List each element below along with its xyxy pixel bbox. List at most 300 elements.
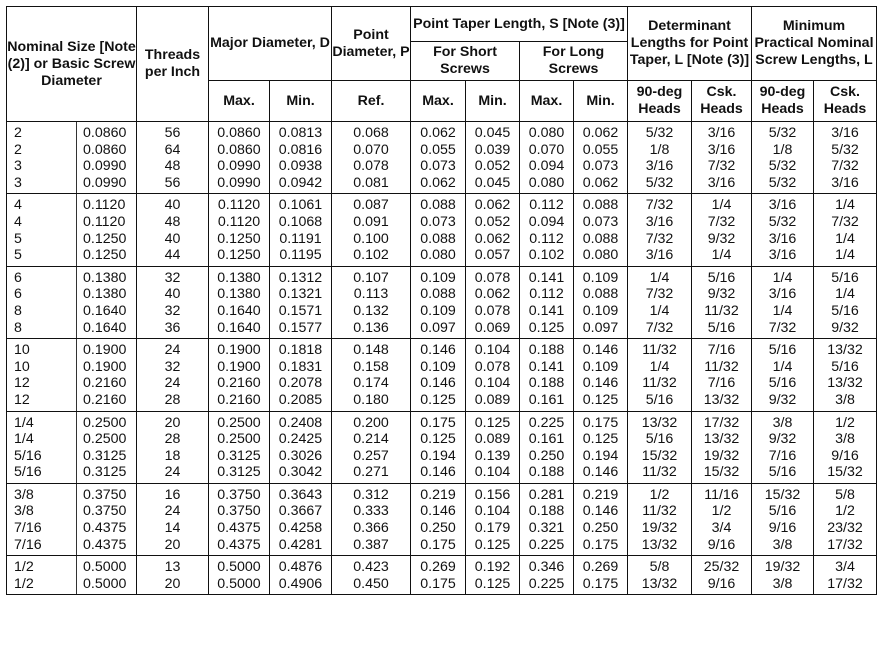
- cell-value: 1/4: [772, 302, 793, 319]
- min-length-csk-cell: [814, 339, 877, 411]
- cell-value: 0.146: [582, 503, 619, 520]
- cell-value: 0.146: [582, 342, 619, 359]
- cell-value: 0.4375: [83, 536, 127, 553]
- long-screw-taper-min-cell: [574, 339, 628, 411]
- short-screw-taper-max-cell: [411, 483, 466, 555]
- cell-value: 3/8: [835, 391, 855, 408]
- cell-value: 48: [164, 213, 181, 230]
- short-screw-taper-max-cell: [411, 266, 466, 338]
- cell-value: 9/16: [768, 520, 797, 537]
- long-screw-taper-max-cell: [520, 483, 574, 555]
- cell-value: 0.097: [420, 319, 456, 336]
- cell-value: 0.070: [528, 141, 565, 158]
- cell-value: 0.1900: [217, 358, 261, 375]
- cell-value: 0.1250: [217, 230, 261, 247]
- cell-value: 1/2: [711, 503, 732, 520]
- cell-value: 0.112: [529, 286, 564, 303]
- cell-value: 0.192: [474, 559, 511, 576]
- cell-value: 0.062: [420, 174, 456, 191]
- cell-value: 0.0942: [278, 174, 323, 191]
- table-row-group: [7, 339, 877, 411]
- cell-value: 0.089: [474, 431, 511, 448]
- cell-value: 0.1120: [83, 197, 126, 214]
- determinant-csk-cell: [692, 411, 752, 483]
- cell-value: 0.052: [474, 158, 511, 175]
- size-cell: [7, 556, 77, 595]
- long-screw-taper-max-cell: [520, 556, 574, 595]
- cell-value: 7/32: [645, 197, 674, 214]
- cell-value: 5/32: [768, 174, 797, 191]
- determinant-90deg-cell: [628, 194, 692, 266]
- min-length-csk-cell: [814, 194, 877, 266]
- cell-value: 0.5000: [83, 575, 127, 592]
- header-minlen-csk: Csk. Heads: [814, 81, 877, 122]
- min-length-csk-cell: [814, 411, 877, 483]
- major-diameter-min-cell: [270, 194, 332, 266]
- threads-per-inch-cell: [137, 122, 209, 194]
- cell-value: 1/4: [711, 247, 732, 264]
- cell-value: 24: [164, 503, 181, 520]
- cell-value: 7/32: [831, 158, 859, 175]
- cell-value: 0.109: [420, 269, 456, 286]
- cell-value: 0.080: [582, 247, 619, 264]
- cell-value: 3/8: [835, 431, 855, 448]
- cell-value: 8: [14, 319, 22, 336]
- cell-value: 0.141: [528, 269, 565, 286]
- cell-value: 0.146: [582, 464, 619, 481]
- cell-value: 0.3125: [217, 447, 261, 464]
- cell-value: 17/32: [703, 414, 740, 431]
- cell-value: 0.104: [474, 342, 511, 359]
- cell-value: 0.333: [353, 503, 389, 520]
- short-screw-taper-max-cell: [411, 339, 466, 411]
- cell-value: 7/16: [707, 375, 736, 392]
- size-cell: [7, 194, 77, 266]
- min-length-90deg-cell: [752, 556, 814, 595]
- decimal-size-cell: [77, 122, 137, 194]
- cell-value: 1/4: [835, 230, 855, 247]
- table-row-group: [7, 411, 877, 483]
- cell-value: 0.073: [420, 158, 456, 175]
- cell-value: 5/16: [645, 391, 674, 408]
- cell-value: 0.175: [420, 414, 456, 431]
- cell-value: 0.055: [582, 141, 619, 158]
- cell-value: 4: [14, 213, 22, 230]
- cell-value: 5/8: [649, 559, 670, 576]
- cell-value: 0.450: [353, 575, 389, 592]
- table-container: [6, 6, 877, 595]
- cell-value: 32: [164, 302, 181, 319]
- cell-value: 0.346: [528, 559, 565, 576]
- size-cell: [7, 339, 77, 411]
- cell-value: 5/16: [768, 375, 797, 392]
- cell-value: 11/32: [642, 342, 677, 359]
- threads-per-inch-cell: [137, 266, 209, 338]
- cell-value: 0.078: [353, 158, 389, 175]
- cell-value: 0.078: [474, 269, 511, 286]
- cell-value: 0.088: [420, 230, 456, 247]
- cell-value: 0.161: [528, 391, 565, 408]
- determinant-csk-cell: [692, 339, 752, 411]
- cell-value: 0.1380: [83, 269, 127, 286]
- long-screw-taper-max-cell: [520, 411, 574, 483]
- cell-value: 13/32: [641, 536, 678, 553]
- min-length-90deg-cell: [752, 194, 814, 266]
- cell-value: 0.4281: [278, 536, 323, 553]
- threads-per-inch-cell: [137, 556, 209, 595]
- cell-value: 7/16: [768, 447, 797, 464]
- cell-value: 0.1380: [217, 286, 261, 303]
- screw-dimensions-table: [6, 6, 877, 595]
- header-nominal-size: Nominal Size [Note (2)] or Basic Screw Diameter: [7, 7, 137, 122]
- cell-value: 0.2425: [278, 431, 323, 448]
- cell-value: 3: [14, 158, 22, 175]
- cell-value: 0.3750: [217, 486, 261, 503]
- cell-value: 7/16: [14, 520, 42, 537]
- cell-value: 0.125: [420, 391, 456, 408]
- cell-value: 0.1195: [279, 247, 322, 264]
- cell-value: 0.4375: [83, 520, 127, 537]
- cell-value: 0.1818: [278, 342, 323, 359]
- cell-value: 0.125: [582, 431, 619, 448]
- long-screw-taper-min-cell: [574, 556, 628, 595]
- cell-value: 0.1577: [278, 319, 323, 336]
- determinant-90deg-cell: [628, 266, 692, 338]
- cell-value: 0.269: [582, 559, 619, 576]
- determinant-90deg-cell: [628, 339, 692, 411]
- cell-value: 0.2500: [217, 431, 261, 448]
- cell-value: 0.4876: [278, 559, 323, 576]
- determinant-csk-cell: [692, 122, 752, 194]
- cell-value: 13: [164, 559, 181, 576]
- cell-value: 7/16: [707, 342, 736, 359]
- table-body: [7, 122, 877, 595]
- cell-value: 0.109: [420, 358, 456, 375]
- size-cell: [7, 411, 77, 483]
- cell-value: 3/8: [14, 503, 34, 520]
- point-diameter-ref-cell: [332, 411, 411, 483]
- cell-value: 0.1250: [83, 247, 127, 264]
- point-diameter-ref-cell: [332, 483, 411, 555]
- major-diameter-min-cell: [270, 339, 332, 411]
- cell-value: 0.423: [353, 559, 389, 576]
- cell-value: 20: [164, 575, 181, 592]
- cell-value: 0.3125: [83, 447, 127, 464]
- cell-value: 0.188: [528, 375, 565, 392]
- min-length-90deg-cell: [752, 483, 814, 555]
- cell-value: 0.062: [474, 197, 511, 214]
- cell-value: 0.321: [528, 520, 565, 537]
- cell-value: 0.1120: [217, 197, 261, 214]
- cell-value: 9/16: [707, 575, 736, 592]
- cell-value: 0.225: [528, 536, 565, 553]
- cell-value: 0.5000: [83, 559, 127, 576]
- cell-value: 0.073: [420, 213, 456, 230]
- cell-value: 0.281: [528, 486, 565, 503]
- cell-value: 0.102: [353, 247, 389, 264]
- cell-value: 12: [14, 391, 30, 408]
- cell-value: 5/16: [831, 269, 859, 286]
- cell-value: 0.1900: [83, 342, 127, 359]
- cell-value: 9/32: [831, 319, 859, 336]
- cell-value: 11/32: [642, 503, 677, 520]
- major-diameter-min-cell: [270, 411, 332, 483]
- cell-value: 2: [14, 141, 22, 158]
- cell-value: 0.3026: [278, 447, 323, 464]
- header-point-ref: Ref.: [332, 81, 411, 122]
- major-diameter-min-cell: [270, 483, 332, 555]
- cell-value: 40: [164, 197, 181, 214]
- cell-value: 0.062: [582, 125, 619, 141]
- header-det-csk: Csk. Heads: [692, 81, 752, 122]
- cell-value: 0.062: [474, 230, 511, 247]
- cell-value: 0.1191: [279, 230, 322, 247]
- cell-value: 0.2160: [83, 391, 127, 408]
- cell-value: 13/32: [641, 575, 678, 592]
- cell-value: 5/32: [831, 141, 859, 158]
- min-length-90deg-cell: [752, 122, 814, 194]
- cell-value: 0.188: [528, 342, 565, 359]
- cell-value: 18: [164, 447, 181, 464]
- cell-value: 36: [164, 319, 181, 336]
- long-screw-taper-min-cell: [574, 483, 628, 555]
- cell-value: 0.094: [528, 213, 565, 230]
- cell-value: 0.062: [582, 174, 619, 191]
- long-screw-taper-min-cell: [574, 411, 628, 483]
- cell-value: 1/4: [649, 358, 670, 375]
- cell-value: 0.2085: [278, 391, 323, 408]
- cell-value: 56: [164, 125, 181, 141]
- cell-value: 44: [164, 247, 181, 264]
- cell-value: 0.109: [582, 269, 619, 286]
- long-screw-taper-max-cell: [520, 194, 574, 266]
- cell-value: 1/4: [711, 197, 732, 214]
- cell-value: 0.088: [582, 230, 619, 247]
- cell-value: 0.174: [353, 375, 389, 392]
- cell-value: 0.146: [582, 375, 619, 392]
- short-screw-taper-min-cell: [466, 266, 520, 338]
- cell-value: 0.175: [420, 536, 456, 553]
- cell-value: 20: [164, 414, 181, 431]
- cell-value: 7/32: [768, 319, 797, 336]
- cell-value: 5/16: [645, 431, 674, 448]
- cell-value: 0.094: [528, 158, 565, 175]
- cell-value: 15/32: [703, 464, 740, 481]
- cell-value: 0.112: [529, 197, 564, 214]
- cell-value: 3/16: [831, 125, 859, 141]
- major-diameter-min-cell: [270, 122, 332, 194]
- decimal-size-cell: [77, 194, 137, 266]
- cell-value: 7/32: [645, 230, 674, 247]
- cell-value: 9/32: [707, 286, 736, 303]
- cell-value: 0.073: [582, 213, 619, 230]
- min-length-csk-cell: [814, 483, 877, 555]
- point-diameter-ref-cell: [332, 194, 411, 266]
- short-screw-taper-max-cell: [411, 411, 466, 483]
- major-diameter-max-cell: [209, 483, 270, 555]
- cell-value: 5/32: [768, 125, 797, 141]
- min-length-90deg-cell: [752, 411, 814, 483]
- cell-value: 0.1061: [278, 197, 323, 214]
- cell-value: 0.045: [474, 174, 511, 191]
- cell-value: 0.5000: [217, 575, 261, 592]
- cell-value: 6: [14, 286, 22, 303]
- cell-value: 1/2: [649, 486, 670, 503]
- cell-value: 9/16: [831, 447, 859, 464]
- cell-value: 6: [14, 269, 22, 286]
- cell-value: 0.088: [420, 197, 456, 214]
- cell-value: 0.087: [353, 197, 389, 214]
- cell-value: 5/16: [768, 342, 797, 359]
- cell-value: 1/8: [772, 141, 793, 158]
- long-screw-taper-max-cell: [520, 339, 574, 411]
- cell-value: 9/32: [768, 431, 797, 448]
- cell-value: 15/32: [641, 447, 678, 464]
- cell-value: 0.257: [353, 447, 389, 464]
- cell-value: 0.139: [474, 447, 511, 464]
- cell-value: 0.080: [528, 174, 565, 191]
- cell-value: 24: [164, 464, 181, 481]
- point-diameter-ref-cell: [332, 339, 411, 411]
- cell-value: 1/4: [14, 414, 34, 431]
- min-length-csk-cell: [814, 122, 877, 194]
- cell-value: 11/16: [704, 486, 739, 503]
- cell-value: 0.366: [353, 520, 389, 537]
- point-diameter-ref-cell: [332, 556, 411, 595]
- cell-value: 0.088: [420, 286, 456, 303]
- cell-value: 4: [14, 197, 22, 214]
- header-min-practical-lengths: Minimum Practical Nominal Screw Lengths, L: [752, 7, 877, 81]
- cell-value: 0.088: [582, 286, 619, 303]
- major-diameter-min-cell: [270, 266, 332, 338]
- cell-value: 40: [164, 286, 181, 303]
- header-short-min: Min.: [466, 81, 520, 122]
- cell-value: 5/32: [645, 125, 674, 141]
- cell-value: 0.113: [353, 286, 389, 303]
- cell-value: 0.0860: [217, 125, 261, 141]
- cell-value: 0.045: [474, 125, 511, 141]
- cell-value: 5: [14, 230, 22, 247]
- table-row-group: [7, 483, 877, 555]
- determinant-csk-cell: [692, 483, 752, 555]
- long-screw-taper-min-cell: [574, 122, 628, 194]
- cell-value: 0.0990: [83, 158, 127, 175]
- cell-value: 0.088: [582, 197, 619, 214]
- cell-value: 5/32: [645, 174, 674, 191]
- cell-value: 0.1640: [83, 302, 127, 319]
- cell-value: 7/16: [14, 536, 42, 553]
- cell-value: 2: [14, 125, 22, 141]
- cell-value: 0.188: [528, 464, 565, 481]
- cell-value: 0.4375: [217, 520, 261, 537]
- cell-value: 0.109: [420, 302, 456, 319]
- cell-value: 0.0990: [217, 174, 261, 191]
- cell-value: 5/16: [14, 464, 42, 481]
- cell-value: 28: [164, 391, 181, 408]
- cell-value: 5/16: [768, 464, 797, 481]
- header-point-diameter: Point Diameter, P: [332, 7, 411, 81]
- cell-value: 0.062: [474, 286, 511, 303]
- cell-value: 0.080: [528, 125, 565, 141]
- cell-value: 12: [14, 375, 30, 392]
- cell-value: 0.1640: [83, 319, 127, 336]
- cell-value: 0.312: [353, 486, 389, 503]
- cell-value: 7/32: [707, 213, 736, 230]
- cell-value: 0.1380: [217, 269, 261, 286]
- cell-value: 0.089: [474, 391, 511, 408]
- cell-value: 16: [164, 486, 181, 503]
- cell-value: 3/16: [645, 158, 674, 175]
- short-screw-taper-min-cell: [466, 556, 520, 595]
- size-cell: [7, 122, 77, 194]
- header-threads-per-inch: Threads per Inch: [137, 7, 209, 122]
- cell-value: 5/16: [768, 503, 797, 520]
- cell-value: 0.109: [582, 302, 619, 319]
- cell-value: 0.141: [528, 358, 565, 375]
- major-diameter-max-cell: [209, 556, 270, 595]
- cell-value: 0.200: [353, 414, 389, 431]
- cell-value: 24: [164, 342, 181, 359]
- cell-value: 0.136: [353, 319, 389, 336]
- determinant-csk-cell: [692, 266, 752, 338]
- cell-value: 3/16: [645, 247, 674, 264]
- cell-value: 0.125: [420, 431, 456, 448]
- long-screw-taper-min-cell: [574, 266, 628, 338]
- short-screw-taper-max-cell: [411, 194, 466, 266]
- cell-value: 0.0860: [217, 141, 261, 158]
- determinant-90deg-cell: [628, 411, 692, 483]
- cell-value: 10: [14, 342, 30, 359]
- cell-value: 5/16: [14, 447, 42, 464]
- header-minlen-90deg: 90-deg Heads: [752, 81, 814, 122]
- cell-value: 0.125: [474, 414, 511, 431]
- min-length-csk-cell: [814, 556, 877, 595]
- cell-value: 1/8: [649, 141, 670, 158]
- cell-value: 0.4906: [278, 575, 323, 592]
- cell-value: 0.125: [474, 575, 511, 592]
- cell-value: 0.180: [353, 391, 389, 408]
- short-screw-taper-min-cell: [466, 339, 520, 411]
- cell-value: 7/32: [645, 319, 674, 336]
- cell-value: 5/16: [707, 319, 736, 336]
- cell-value: 20: [164, 536, 181, 553]
- cell-value: 10: [14, 358, 30, 375]
- decimal-size-cell: [77, 339, 137, 411]
- cell-value: 11/32: [642, 464, 677, 481]
- cell-value: 0.3750: [217, 503, 261, 520]
- cell-value: 0.3125: [83, 464, 127, 481]
- cell-value: 0.097: [582, 319, 619, 336]
- cell-value: 0.2408: [278, 414, 323, 431]
- cell-value: 14: [164, 520, 181, 537]
- cell-value: 0.057: [474, 247, 511, 264]
- threads-per-inch-cell: [137, 194, 209, 266]
- cell-value: 0.2500: [83, 431, 127, 448]
- cell-value: 0.146: [420, 464, 456, 481]
- cell-value: 13/32: [827, 342, 863, 359]
- cell-value: 0.1831: [278, 358, 323, 375]
- cell-value: 0.4375: [217, 536, 261, 553]
- cell-value: 0.3750: [83, 486, 127, 503]
- cell-value: 5/32: [768, 213, 797, 230]
- header-long-max: Max.: [520, 81, 574, 122]
- cell-value: 0.175: [582, 414, 619, 431]
- short-screw-taper-max-cell: [411, 556, 466, 595]
- cell-value: 3/16: [768, 247, 797, 264]
- cell-value: 3/16: [707, 174, 736, 191]
- major-diameter-max-cell: [209, 339, 270, 411]
- cell-value: 0.125: [528, 319, 565, 336]
